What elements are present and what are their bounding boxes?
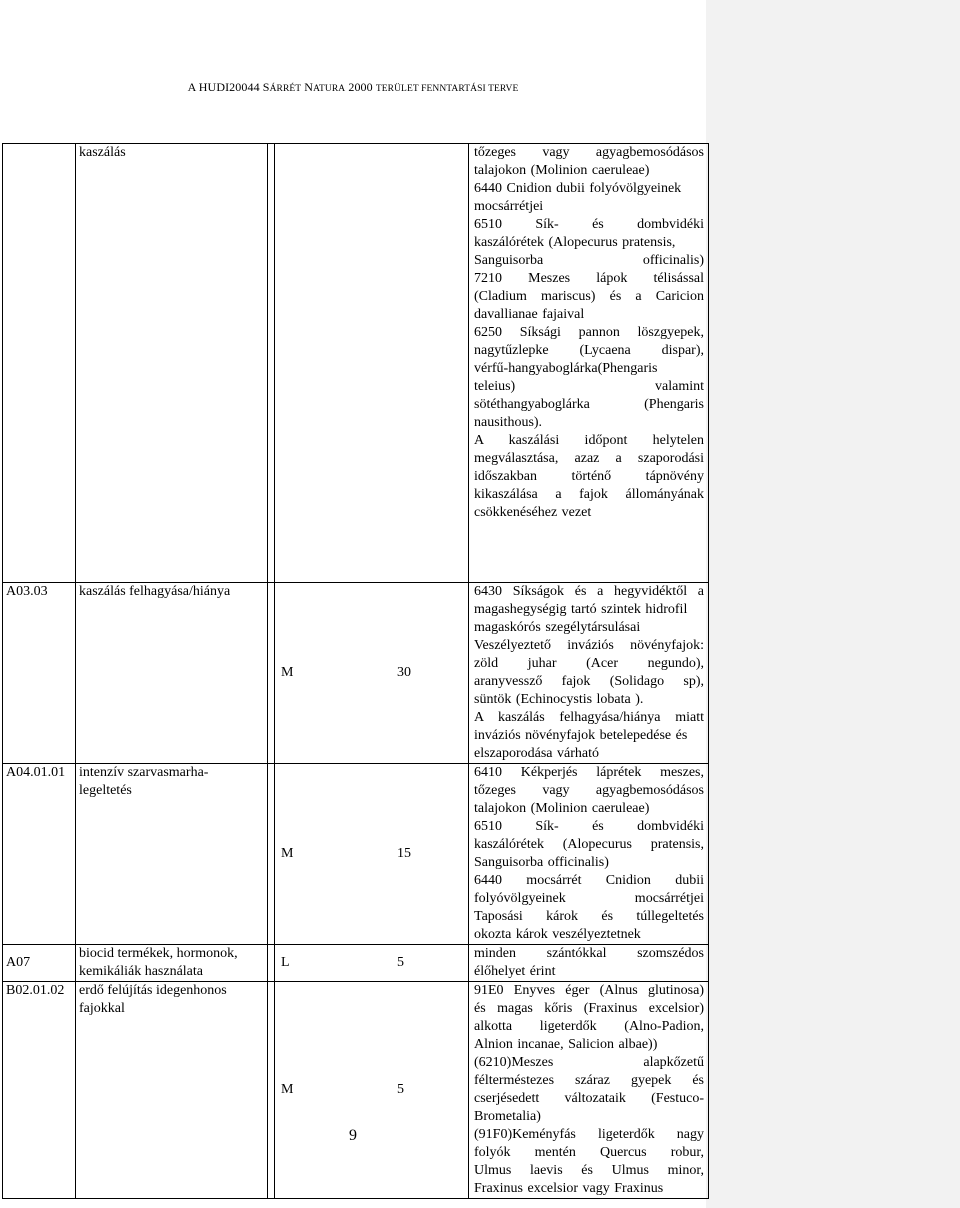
table-row	[3, 583, 709, 764]
threat-activity: kaszálás felhagyása/hiánya	[76, 583, 268, 764]
threat-category-letter: M	[281, 1082, 294, 1097]
effect-line: A kaszálási időpont helytelen	[474, 433, 704, 448]
effect-line: magashegységig tartó szintek hidrofil	[474, 602, 688, 617]
threat-category	[268, 583, 275, 764]
effect-line: kikaszálása a fajok állományának	[474, 487, 704, 502]
effect-line: Alnion incanae, Salicion albae))	[474, 1037, 658, 1052]
effect-line: tőzeges vagy agyagbemosódásos	[474, 145, 704, 160]
page-number: 9	[349, 1127, 357, 1144]
effect-line: (Cladium mariscus) és a Caricion	[474, 289, 704, 304]
threat-category-letter: M	[281, 665, 294, 680]
threat-effects	[469, 144, 709, 583]
effect-line: folyóvölgyeinek mocsárrétjei	[474, 891, 704, 906]
effect-line: nagytűzlepke (Lycaena dispar),	[474, 343, 704, 358]
threat-activity: biocid termékek, hormonok, kemikáliák használata	[76, 945, 268, 982]
effect-line: Ulmus laevis és Ulmus minor,	[474, 1163, 704, 1178]
effect-line: cserjésedett változataik (Festuco-	[474, 1091, 704, 1106]
effect-line: Sanguisorba officinalis)	[474, 855, 609, 870]
threat-code: A03.03	[3, 583, 76, 764]
effect-line: aranyvessző fajok (Solidago sp),	[474, 674, 704, 689]
margin-panel	[706, 0, 960, 1208]
threat-code: A07	[3, 945, 76, 982]
threat-effects	[469, 982, 709, 1199]
threat-code	[3, 144, 76, 583]
threat-category	[268, 945, 275, 982]
threats-table	[2, 143, 709, 1199]
threat-activity: erdő felújítás idegenhonos fajokkal	[76, 982, 268, 1199]
effect-line: 6440 Cnidion dubii folyóvölgyeinek	[474, 181, 682, 196]
effect-line: süntök (Echinocystis lobata ).	[474, 692, 644, 707]
effect-line: 6250 Síksági pannon löszgyepek,	[474, 325, 704, 340]
effect-line: elszaporodása várható	[474, 746, 599, 761]
effect-line: (91F0)Keményfás ligeterdők nagy	[474, 1127, 704, 1142]
threat-activity: kaszálás	[76, 144, 268, 583]
effect-line: élőhelyet érint	[474, 964, 556, 979]
effect-line: sötéthangyaboglárka (Phengaris	[474, 397, 704, 412]
effect-line: megválasztása, azaz a szaporodási	[474, 451, 704, 466]
effect-line: kaszálórétek (Alopecurus pratensis,	[474, 235, 676, 250]
page-header: A HUDI20044 SÁRRÉT NATURA 2000 TERÜLET FENNTARTÁSI TERVE	[187, 80, 519, 94]
effect-line: 6510 Sík- és dombvidéki	[474, 819, 704, 834]
effect-line: tőzeges vagy agyagbemosódásos	[474, 783, 704, 798]
threat-code: B02.01.02	[3, 982, 76, 1199]
effect-line: Sanguisorba officinalis)	[474, 253, 704, 268]
effect-line: teleius) valamint	[474, 379, 704, 394]
table-row	[3, 945, 709, 982]
table-row	[3, 764, 709, 945]
effect-line: és magas kőris (Fraxinus excelsior)	[474, 1001, 704, 1016]
threat-effects	[469, 764, 709, 945]
effect-line: félterméstezes száraz gyepek és	[474, 1073, 704, 1088]
effect-line: inváziós növényfajok betelepedése és	[474, 728, 688, 743]
threat-value: L 5	[275, 945, 469, 982]
effect-line: davallianae fajaival	[474, 307, 585, 322]
effect-line: időszakban történő tápnövény	[474, 469, 704, 484]
effect-line: okozta károk veszélyeztetnek	[474, 927, 641, 942]
effect-line: Taposási károk és túllegeltetés	[474, 909, 704, 924]
effect-line: 7210 Meszes lápok télisással	[474, 271, 704, 286]
threat-category	[268, 982, 275, 1199]
effect-line: folyók mentén Quercus robur,	[474, 1145, 704, 1160]
effect-line: alkotta ligeterdők (Alno-Padion,	[474, 1019, 704, 1034]
effect-line: 6430 Síkságok és a hegyvidéktől a	[474, 584, 704, 599]
effect-line: 6410 Kékperjés láprétek meszes,	[474, 765, 704, 780]
effect-line: zöld juhar (Acer negundo),	[474, 656, 704, 671]
threat-effects	[469, 945, 709, 982]
effect-line: vérfű-hangyaboglárka(Phengaris	[474, 361, 658, 376]
effect-line: 6510 Sík- és dombvidéki	[474, 217, 704, 232]
table-row	[3, 144, 709, 583]
threat-value	[275, 144, 469, 583]
effect-line: Fraxinus excelsior vagy Fraxinus	[474, 1181, 664, 1196]
effect-line: magaskórós szegélytársulásai	[474, 620, 641, 635]
threat-value: M 30	[275, 583, 469, 764]
threat-value: M 5	[275, 982, 469, 1199]
effect-line: csökkenéséhez vezet	[474, 505, 592, 520]
effect-line: 6440 mocsárrét Cnidion dubii	[474, 873, 704, 888]
effect-line: kaszálórétek (Alopecurus pratensis,	[474, 837, 704, 852]
threat-category-letter: L	[281, 955, 290, 970]
effect-line: (6210)Meszes alapkőzetű	[474, 1055, 704, 1070]
effect-line: talajokon (Molinion caeruleae)	[474, 163, 650, 178]
effect-line: mocsárrétjei	[474, 199, 544, 214]
effect-line: nausithous).	[474, 415, 543, 430]
effect-line: talajokon (Molinion caeruleae)	[474, 801, 650, 816]
effect-line: A kaszálás felhagyása/hiánya miatt	[474, 710, 704, 725]
threat-effects	[469, 583, 709, 764]
effect-line: Veszélyeztető inváziós növényfajok:	[474, 638, 704, 653]
threat-activity: intenzív szarvasmarha-legeltetés	[76, 764, 268, 945]
effect-line: Brometalia)	[474, 1109, 541, 1124]
threat-code: A04.01.01	[3, 764, 76, 945]
table-row	[3, 982, 709, 1199]
threat-category	[268, 764, 275, 945]
effect-line: minden szántókkal szomszédos	[474, 946, 704, 961]
threat-category	[268, 144, 275, 583]
threat-value: M 15	[275, 764, 469, 945]
threat-category-letter: M	[281, 846, 294, 861]
effect-line: 91E0 Enyves éger (Alnus glutinosa)	[474, 983, 704, 998]
